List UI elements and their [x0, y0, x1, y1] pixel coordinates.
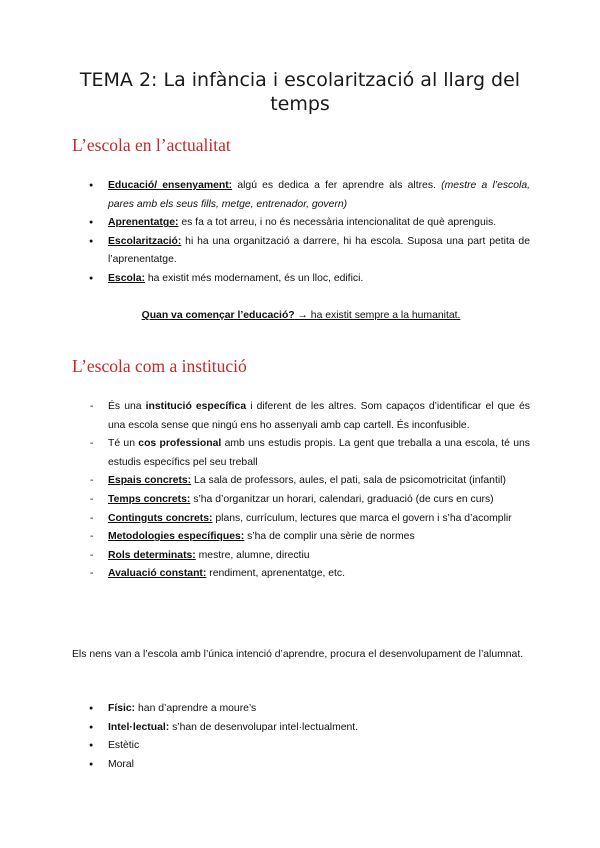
definition: La sala de professors, aules, el pati, sala de psicomotricitat (infantil) [191, 475, 506, 487]
term: institució específica [145, 401, 247, 412]
list-item [72, 214, 530, 233]
definition: mestre, alumne, directiu [195, 549, 310, 561]
list-item [72, 565, 530, 584]
list-item [72, 177, 530, 214]
body-paragraph: Els nens van a l’escola amb l’única intenció d’aprendre, procura el desenvolupament de l’alumnat. [72, 649, 524, 660]
definition: han d’aprendre a moure’s [135, 703, 257, 714]
question-text: Quan va començar l’educació? [141, 310, 295, 321]
section-heading-actualitat: L’escola en l’actualitat [72, 135, 231, 155]
section-heading-institucio: L’escola com a institució [72, 356, 247, 376]
question-answer: → ha existit sempre a la humanitat. [294, 310, 461, 321]
institucio-list [72, 398, 530, 584]
actualitat-list [72, 177, 530, 289]
definition: ha existit més modernament, és un lloc, edifici. [144, 272, 364, 284]
definition-note: (mestre a l’escola, pares amb els seus fills, metge, entrenador, govern) [108, 180, 531, 210]
term: Rols determinats: [108, 549, 196, 561]
key-question [72, 307, 530, 325]
term: Temps concrets: [108, 493, 191, 505]
term: Intel·lectual: [108, 721, 170, 733]
definition: s’ha de complir una sèrie de normes [244, 531, 415, 543]
term: cos professional [138, 438, 222, 450]
term: Avaluació constant: [108, 568, 207, 580]
list-item [72, 435, 530, 472]
list-item [72, 700, 530, 719]
term: Espais concrets: [108, 475, 192, 487]
list-item [72, 491, 530, 510]
definition: plans, currículum, lectures que marca el govern i s’ha d’acomplir [212, 512, 512, 524]
definition: s’han de desenvolupar intel·lectualment. [169, 721, 359, 733]
list-item [72, 472, 530, 491]
term: Físic: [108, 703, 136, 714]
definition: hi ha una organització a darrere, hi ha escola. Suposa una part petita de l’aprenentatge. [108, 235, 530, 266]
list-item [72, 528, 530, 547]
definition: rendiment, aprenentatge, etc. [206, 568, 345, 580]
list-item [72, 719, 530, 738]
definition: es fa a tot arreu, i no és necessària intencionalitat de què aprenguis. [178, 217, 497, 229]
term: Aprenentatge: [108, 217, 179, 229]
list-item [72, 270, 530, 289]
term: Escola: [108, 272, 145, 284]
definition: s’ha d’organitzar un horari, calendari, graduació (de curs en curs) [190, 493, 494, 505]
definition: algú es dedica a fer aprendre als altres. [232, 180, 442, 191]
list-item [72, 547, 530, 566]
list-item [72, 756, 530, 775]
definition: amb uns estudis propis. La gent que treballa a una escola, té uns estudis específics pel seu treball [108, 438, 530, 468]
page-title: TEMA 2: La infància i escolarització al llarg del temps [79, 69, 521, 115]
development-list [72, 700, 530, 774]
definition: i diferent de les altres. Som capaços d’identificar el que és una escola sense que ningú ens ho assenyali amb cap cartell. És inconfusible. [108, 401, 530, 431]
term: Escolarització: [108, 235, 182, 247]
term: Continguts concrets: [108, 512, 213, 524]
list-item [72, 398, 530, 435]
list-item [72, 510, 530, 529]
term: Metodologies específiques: [108, 531, 245, 543]
list-item [72, 233, 530, 270]
definition: Estètic [108, 740, 140, 752]
definition: Moral [108, 758, 134, 770]
prefix: Té un [108, 438, 139, 450]
prefix: És una [108, 401, 146, 412]
term: Educació/ ensenyament: [108, 180, 233, 191]
list-item [72, 737, 530, 756]
